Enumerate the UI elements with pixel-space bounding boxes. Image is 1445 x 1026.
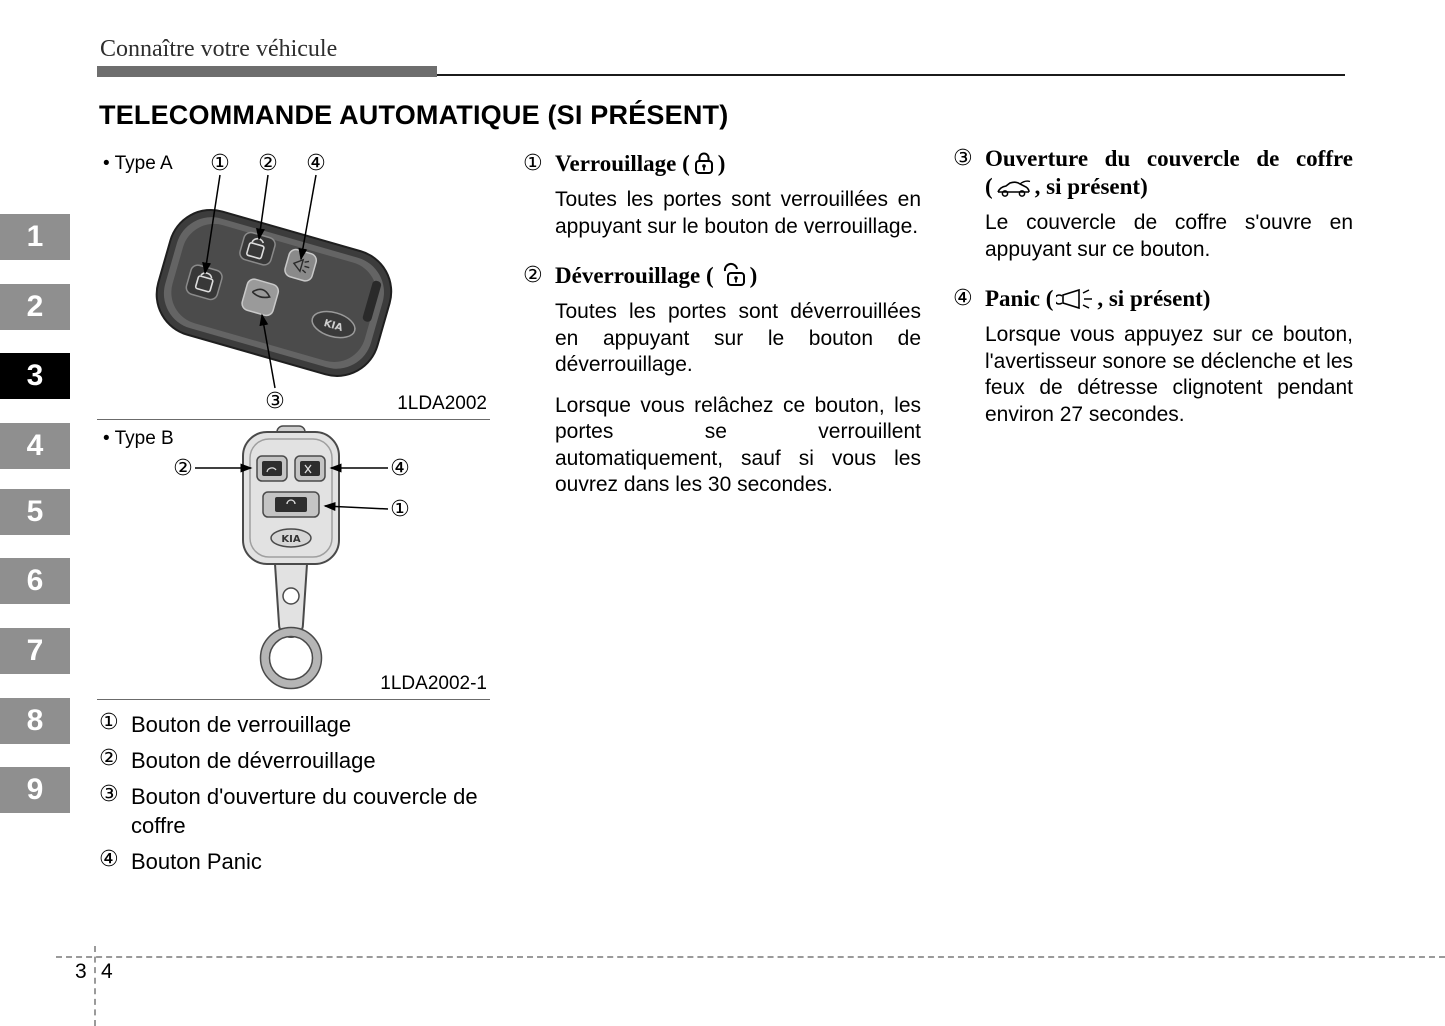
legend-text: Bouton d'ouverture du couvercle de coffre <box>131 784 478 838</box>
unlock-icon <box>717 262 747 287</box>
legend-text: Bouton de verrouillage <box>131 712 352 737</box>
paragraph: Toutes les portes sont verrouillées en appuyant sur le bouton de verrouillage. <box>555 188 921 238</box>
callout-4: ④ <box>390 456 410 481</box>
callout-4: ④ <box>99 847 119 872</box>
callout-3: ③ <box>953 146 973 171</box>
callout-1: ① <box>99 710 119 735</box>
paragraph: Le couvercle de coffre s'ouvre en appuyant sur ce bouton. <box>985 211 1353 261</box>
sidebar-tab-8: 8 <box>0 698 70 744</box>
brand-text: KIA <box>322 318 344 334</box>
remote-figure-panel <box>97 145 490 700</box>
type-b-remote-illustration <box>97 420 490 700</box>
sidebar-tab-7: 7 <box>0 628 70 674</box>
legend-item <box>99 847 509 876</box>
page-title: TELECOMMANDE AUTOMATIQUE (SI PRÉSENT) <box>99 100 729 130</box>
heading-text: Ouverture du couvercle de coffre ( , si présent) <box>985 146 1353 199</box>
lock-icon <box>693 151 715 175</box>
callout-2: ② <box>258 151 278 176</box>
sidebar-tab-5: 5 <box>0 489 70 535</box>
figure-type-a-label: • Type A <box>103 153 173 174</box>
legend-text: Bouton de déverrouillage <box>131 748 376 773</box>
section-heading-panic <box>953 285 1353 313</box>
callout-1: ① <box>523 151 543 176</box>
header-rule <box>437 74 1345 76</box>
legend-item <box>99 746 509 775</box>
callout-1: ① <box>390 497 410 522</box>
sidebar-tab-1: 1 <box>0 214 70 260</box>
paragraph: Lorsque vous relâchez ce bouton, les portes se verrouillent automatiquement, sauf si vous les ouvrez dans les 30 secondes. <box>555 393 921 496</box>
section-heading-verrouillage <box>523 150 921 178</box>
callout-2: ② <box>523 263 543 288</box>
type-a-remote-illustration <box>97 145 490 420</box>
legend-item <box>99 782 509 840</box>
callout-3: ③ <box>99 782 119 807</box>
type-b-key-ring <box>265 632 317 684</box>
sidebar-tab-3-active: 3 <box>0 353 70 399</box>
legend-item <box>99 710 509 739</box>
type-a-remote-body <box>147 200 401 386</box>
callout-3: ③ <box>265 389 285 414</box>
footer-crop-mark <box>94 946 96 1026</box>
figure-type-b <box>97 420 490 700</box>
page-number: 4 <box>101 960 113 983</box>
button-legend <box>99 710 509 883</box>
sidebar-tab-9: 9 <box>0 767 70 813</box>
sidebar-tab-4: 4 <box>0 423 70 469</box>
callout-1: ① <box>210 151 230 176</box>
horn-icon <box>1056 287 1094 310</box>
section-heading-coffre <box>953 145 1353 201</box>
chapter-number: 3 <box>75 960 87 983</box>
figure-type-b-label: • Type B <box>103 428 174 449</box>
callout-4: ④ <box>953 286 973 311</box>
paragraph: Toutes les portes sont déverrouillées en appuyant sur le bouton de déverrouillage. <box>555 300 921 376</box>
footer-dashed-rule <box>56 956 1445 958</box>
heading-text: Verrouillage ( ) <box>555 151 726 176</box>
callout-4: ④ <box>306 151 326 176</box>
column-coffre-panic <box>953 145 1353 442</box>
legend-text: Bouton Panic <box>131 849 262 874</box>
callout-2: ② <box>173 456 193 481</box>
brand-text: KIA <box>281 534 301 545</box>
heading-text: Déverrouillage ( ) <box>555 263 758 288</box>
trunk-open-icon <box>996 179 1032 198</box>
sidebar-tab-2: 2 <box>0 284 70 330</box>
paragraph: Lorsque vous appuyez sur ce bouton, l'avertisseur sonore se déclenche et les feux de détresse clignotent pendant environ 27 secondes. <box>985 323 1353 426</box>
chapter-breadcrumb: Connaître votre véhicule <box>100 36 338 62</box>
heading-text: Panic ( , si présent) <box>985 286 1211 311</box>
figure-type-b-code: 1LDA2002-1 <box>380 673 487 694</box>
callout-2: ② <box>99 746 119 771</box>
section-heading-deverrouillage <box>523 262 921 290</box>
sidebar-tab-6: 6 <box>0 558 70 604</box>
figure-type-a-code: 1LDA2002 <box>397 393 487 414</box>
header-underline-bar <box>97 66 437 77</box>
figure-type-a <box>97 145 490 420</box>
column-verrouillage <box>523 150 921 513</box>
